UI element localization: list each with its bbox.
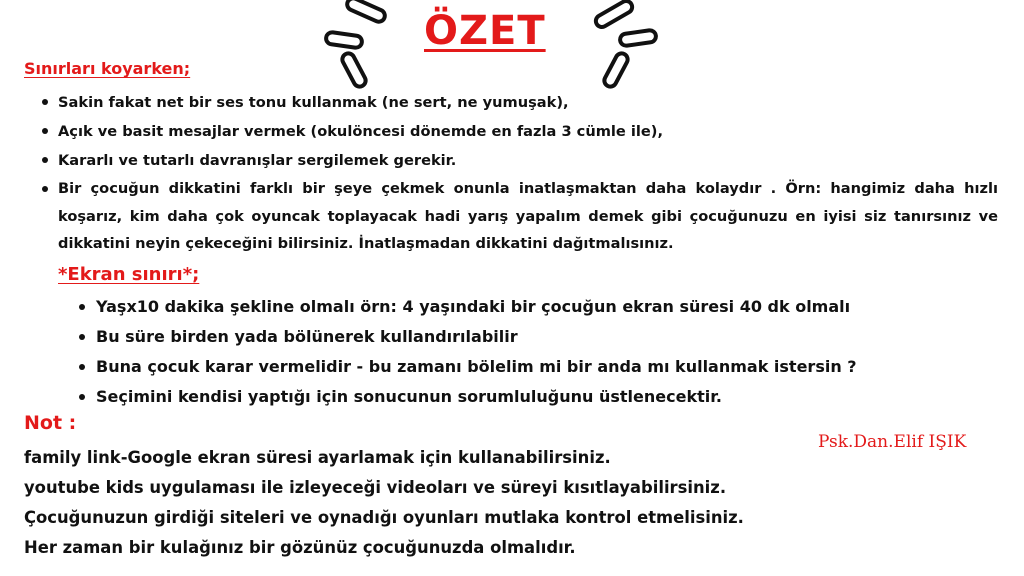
note-heading: Not : — [24, 412, 77, 434]
list-item: Bu süre birden yada bölünerek kullandırılabilir — [96, 322, 976, 352]
page-title: ÖZET — [424, 8, 546, 54]
note-line: youtube kids uygulaması ile izleyeceği videoları ve süreyi kısıtlayabilirsiniz. — [24, 478, 727, 497]
list-item: Açık ve basit mesajlar vermek (okulöncesi dönemde en fazla 3 cümle ile), — [58, 117, 998, 146]
burst-decoration-left-icon — [318, 0, 408, 92]
list-item: Seçimini kendisi yaptığı için sonucunun sorumluluğunu üstlenecektir. — [96, 382, 976, 412]
list-item: Kararlı ve tutarlı davranışlar sergilemek gerekir. — [58, 146, 998, 175]
list-item: Bir çocuğun dikkatini farklı bir şeye çekmek onunla inatlaşmaktan daha kolaydır . Örn: hangimiz daha hızlı koşarız, kim daha çok oyuncak toplayacak hadi yarış yapalım demek gibi çocuğunuzu en iyisi siz tanırsınız ve dikkatini neyin çekeceğini bilirsiniz. İnatlaşmadan dikkatini dağıtmalısınız. — [58, 175, 998, 258]
list-item: Yaşx10 dakika şekline olmalı örn: 4 yaşındaki bir çocuğun ekran süresi 40 dk olmalı — [96, 292, 976, 322]
burst-decoration-right-icon — [580, 0, 670, 92]
author-signature: Psk.Dan.Elif IŞIK — [818, 432, 967, 452]
limits-list — [58, 88, 998, 258]
list-item: Sakin fakat net bir ses tonu kullanmak (ne sert, ne yumuşak), — [58, 88, 998, 117]
note-lines — [24, 443, 744, 563]
section-heading-limits: Sınırları koyarken; — [24, 59, 191, 78]
note-line: Her zaman bir kulağınız bir gözünüz çocuğunuzda olmalıdır. — [24, 538, 576, 557]
note-line: family link-Google ekran süresi ayarlamak için kullanabilirsiniz. — [24, 448, 611, 467]
screen-limit-list — [96, 292, 976, 412]
note-line: Çocuğunuzun girdiği siteleri ve oynadığı oyunları mutlaka kontrol etmelisiniz. — [24, 508, 744, 527]
section-heading-screen: *Ekran sınırı*; — [58, 264, 200, 285]
list-item: Buna çocuk karar vermelidir - bu zamanı bölelim mi bir anda mı kullanmak istersin ? — [96, 352, 976, 382]
